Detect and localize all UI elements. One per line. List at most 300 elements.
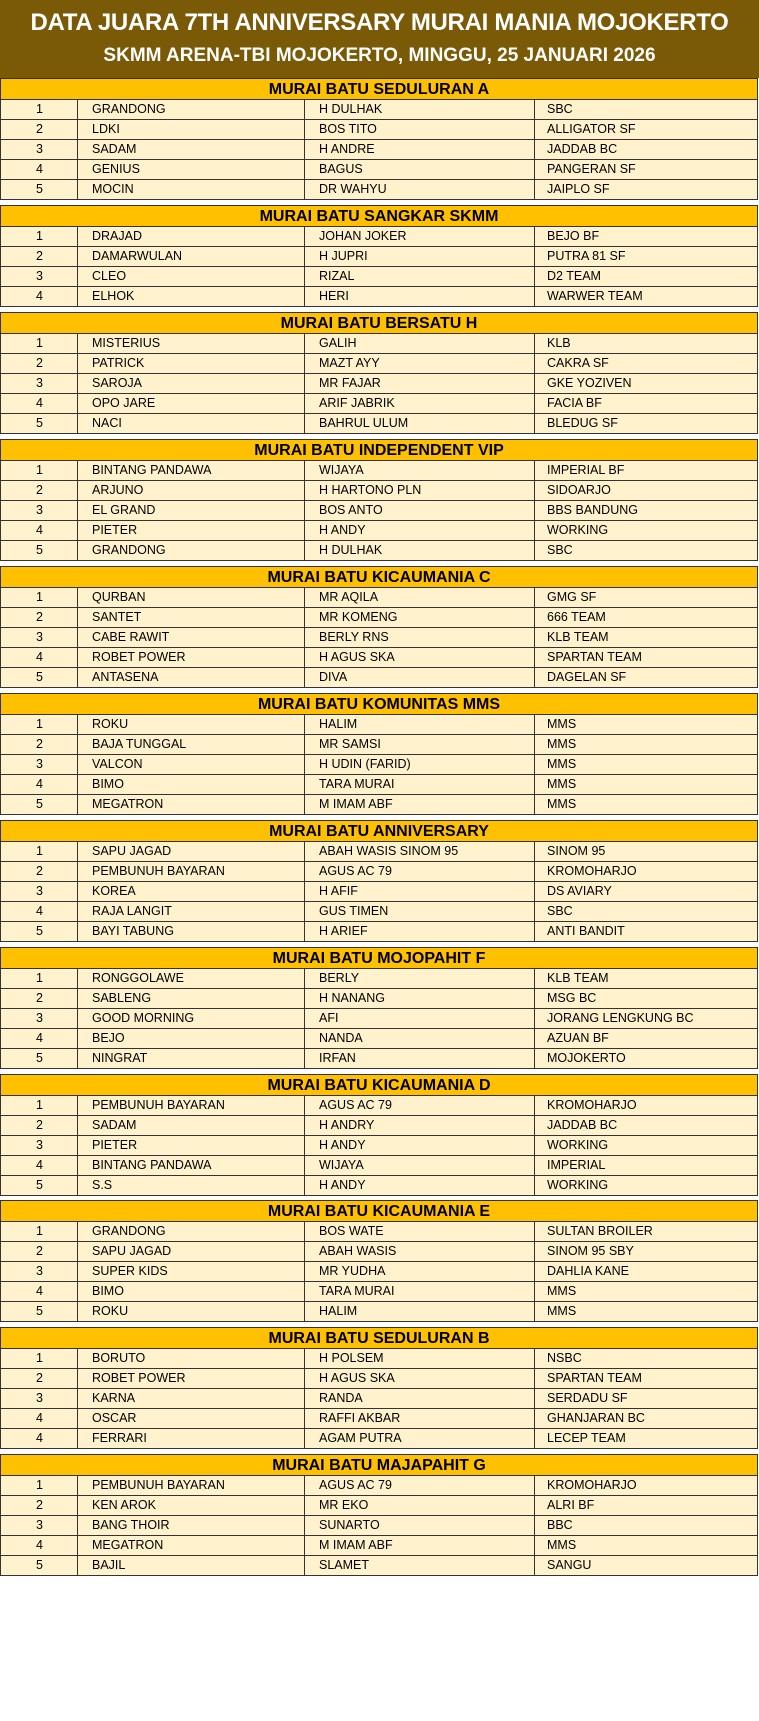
- team-name-cell: MMS: [535, 1282, 758, 1301]
- category-title: MURAI BATU KICAUMANIA E: [0, 1200, 758, 1222]
- table-row: [0, 989, 758, 1009]
- owner-name-cell: DR WAHYU: [305, 180, 535, 199]
- bird-name-cell: KEN AROK: [78, 1496, 305, 1515]
- team-name-cell: SIDOARJO: [535, 481, 758, 500]
- owner-name-cell: H UDIN (FARID): [305, 755, 535, 774]
- bird-name-cell: BIMO: [78, 775, 305, 794]
- rank-cell: 5: [1, 1556, 78, 1575]
- owner-name-cell: RIZAL: [305, 267, 535, 286]
- rank-cell: 5: [1, 668, 78, 687]
- table-row: [0, 1429, 758, 1449]
- table-row: [0, 1349, 758, 1369]
- bird-name-cell: SAPU JAGAD: [78, 1242, 305, 1261]
- rank-cell: 5: [1, 1302, 78, 1321]
- bird-name-cell: GRANDONG: [78, 541, 305, 560]
- owner-name-cell: DIVA: [305, 668, 535, 687]
- table-row: [0, 521, 758, 541]
- rank-cell: 1: [1, 842, 78, 861]
- owner-name-cell: H ANDY: [305, 1136, 535, 1155]
- bird-name-cell: NACI: [78, 414, 305, 433]
- bird-name-cell: PIETER: [78, 521, 305, 540]
- table-row: [0, 1409, 758, 1429]
- team-name-cell: AZUAN BF: [535, 1029, 758, 1048]
- table-row: [0, 588, 758, 608]
- team-name-cell: BLEDUG SF: [535, 414, 758, 433]
- owner-name-cell: JOHAN JOKER: [305, 227, 535, 246]
- table-row: [0, 1389, 758, 1409]
- table-row: [0, 541, 758, 561]
- table-row: [0, 247, 758, 267]
- team-name-cell: FACIA BF: [535, 394, 758, 413]
- rank-cell: 5: [1, 922, 78, 941]
- rank-cell: 1: [1, 1349, 78, 1368]
- table-row: [0, 668, 758, 688]
- table-row: [0, 755, 758, 775]
- team-name-cell: GMG SF: [535, 588, 758, 607]
- owner-name-cell: HERI: [305, 287, 535, 306]
- team-name-cell: SBC: [535, 100, 758, 119]
- owner-name-cell: AGUS AC 79: [305, 1096, 535, 1115]
- rank-cell: 3: [1, 140, 78, 159]
- bird-name-cell: CABE RAWIT: [78, 628, 305, 647]
- owner-name-cell: MR KOMENG: [305, 608, 535, 627]
- rank-cell: 4: [1, 160, 78, 179]
- table-row: [0, 1476, 758, 1496]
- team-name-cell: KROMOHARJO: [535, 1476, 758, 1495]
- owner-name-cell: AGUS AC 79: [305, 862, 535, 881]
- bird-name-cell: PATRICK: [78, 354, 305, 373]
- table-row: [0, 160, 758, 180]
- rank-cell: 4: [1, 648, 78, 667]
- team-name-cell: SBC: [535, 541, 758, 560]
- owner-name-cell: BOS ANTO: [305, 501, 535, 520]
- bird-name-cell: ROBET POWER: [78, 1369, 305, 1388]
- table-row: [0, 1096, 758, 1116]
- rank-cell: 3: [1, 501, 78, 520]
- category-table: [0, 312, 758, 434]
- category-table: [0, 820, 758, 942]
- table-row: [0, 100, 758, 120]
- owner-name-cell: GUS TIMEN: [305, 902, 535, 921]
- bird-name-cell: KOREA: [78, 882, 305, 901]
- rank-cell: 3: [1, 1389, 78, 1408]
- category-table: [0, 439, 758, 561]
- team-name-cell: SPARTAN TEAM: [535, 648, 758, 667]
- bird-name-cell: SAPU JAGAD: [78, 842, 305, 861]
- bird-name-cell: GOOD MORNING: [78, 1009, 305, 1028]
- rank-cell: 4: [1, 1029, 78, 1048]
- rank-cell: 2: [1, 481, 78, 500]
- owner-name-cell: IRFAN: [305, 1049, 535, 1068]
- team-name-cell: WARWER TEAM: [535, 287, 758, 306]
- bird-name-cell: PEMBUNUH BAYARAN: [78, 862, 305, 881]
- team-name-cell: DAGELAN SF: [535, 668, 758, 687]
- rank-cell: 2: [1, 247, 78, 266]
- table-row: [0, 1176, 758, 1196]
- rank-cell: 2: [1, 1116, 78, 1135]
- table-row: [0, 775, 758, 795]
- owner-name-cell: H AGUS SKA: [305, 1369, 535, 1388]
- category-table: [0, 78, 758, 200]
- owner-name-cell: H ANDY: [305, 521, 535, 540]
- team-name-cell: GKE YOZIVEN: [535, 374, 758, 393]
- bird-name-cell: GRANDONG: [78, 100, 305, 119]
- rank-cell: 1: [1, 715, 78, 734]
- bird-name-cell: NINGRAT: [78, 1049, 305, 1068]
- owner-name-cell: MAZT AYY: [305, 354, 535, 373]
- team-name-cell: KROMOHARJO: [535, 862, 758, 881]
- team-name-cell: WORKING: [535, 1136, 758, 1155]
- owner-name-cell: HALIM: [305, 1302, 535, 1321]
- owner-name-cell: BOS WATE: [305, 1222, 535, 1241]
- table-row: [0, 394, 758, 414]
- category-table: [0, 693, 758, 815]
- table-row: [0, 1049, 758, 1069]
- table-row: [0, 1242, 758, 1262]
- bird-name-cell: DRAJAD: [78, 227, 305, 246]
- table-row: [0, 501, 758, 521]
- team-name-cell: MOJOKERTO: [535, 1049, 758, 1068]
- bird-name-cell: GRANDONG: [78, 1222, 305, 1241]
- owner-name-cell: MR SAMSI: [305, 735, 535, 754]
- category-table: [0, 1454, 758, 1576]
- rank-cell: 4: [1, 1536, 78, 1555]
- bird-name-cell: DAMARWULAN: [78, 247, 305, 266]
- table-row: [0, 267, 758, 287]
- bird-name-cell: VALCON: [78, 755, 305, 774]
- rank-cell: 1: [1, 1222, 78, 1241]
- owner-name-cell: H DULHAK: [305, 541, 535, 560]
- owner-name-cell: H DULHAK: [305, 100, 535, 119]
- bird-name-cell: SUPER KIDS: [78, 1262, 305, 1281]
- rank-cell: 3: [1, 628, 78, 647]
- category-table: [0, 1200, 758, 1322]
- page-title: DATA JUARA 7TH ANNIVERSARY MURAI MANIA MOJOKERTO: [30, 9, 729, 36]
- category-title: MURAI BATU ANNIVERSARY: [0, 820, 758, 842]
- owner-name-cell: H ANDRE: [305, 140, 535, 159]
- team-name-cell: ANTI BANDIT: [535, 922, 758, 941]
- table-row: [0, 1556, 758, 1576]
- rank-cell: 4: [1, 1429, 78, 1448]
- table-row: [0, 287, 758, 307]
- team-name-cell: IMPERIAL BF: [535, 461, 758, 480]
- category-title: MURAI BATU INDEPENDENT VIP: [0, 439, 758, 461]
- table-row: [0, 1156, 758, 1176]
- rank-cell: 3: [1, 882, 78, 901]
- rank-cell: 2: [1, 1496, 78, 1515]
- bird-name-cell: QURBAN: [78, 588, 305, 607]
- table-row: [0, 1029, 758, 1049]
- page-header: [0, 0, 759, 78]
- table-row: [0, 922, 758, 942]
- table-row: [0, 715, 758, 735]
- table-row: [0, 608, 758, 628]
- rank-cell: 4: [1, 521, 78, 540]
- rank-cell: 1: [1, 1096, 78, 1115]
- rank-cell: 2: [1, 989, 78, 1008]
- owner-name-cell: BERLY: [305, 969, 535, 988]
- rank-cell: 3: [1, 267, 78, 286]
- bird-name-cell: PEMBUNUH BAYARAN: [78, 1476, 305, 1495]
- team-name-cell: PANGERAN SF: [535, 160, 758, 179]
- bird-name-cell: ROBET POWER: [78, 648, 305, 667]
- bird-name-cell: OPO JARE: [78, 394, 305, 413]
- team-name-cell: NSBC: [535, 1349, 758, 1368]
- rank-cell: 3: [1, 1009, 78, 1028]
- table-row: [0, 374, 758, 394]
- rank-cell: 2: [1, 862, 78, 881]
- category-title: MURAI BATU MAJAPAHIT G: [0, 1454, 758, 1476]
- table-row: [0, 882, 758, 902]
- owner-name-cell: H AGUS SKA: [305, 648, 535, 667]
- owner-name-cell: H ARIEF: [305, 922, 535, 941]
- category-title: MURAI BATU SANGKAR SKMM: [0, 205, 758, 227]
- bird-name-cell: ROKU: [78, 1302, 305, 1321]
- bird-name-cell: BAJIL: [78, 1556, 305, 1575]
- rank-cell: 2: [1, 735, 78, 754]
- owner-name-cell: TARA MURAI: [305, 775, 535, 794]
- owner-name-cell: H POLSEM: [305, 1349, 535, 1368]
- table-row: [0, 735, 758, 755]
- team-name-cell: LECEP TEAM: [535, 1429, 758, 1448]
- team-name-cell: D2 TEAM: [535, 267, 758, 286]
- bird-name-cell: ANTASENA: [78, 668, 305, 687]
- category-table: [0, 947, 758, 1069]
- table-row: [0, 414, 758, 434]
- table-row: [0, 180, 758, 200]
- table-row: [0, 969, 758, 989]
- table-row: [0, 1282, 758, 1302]
- team-name-cell: BBS BANDUNG: [535, 501, 758, 520]
- table-row: [0, 1536, 758, 1556]
- rank-cell: 1: [1, 100, 78, 119]
- owner-name-cell: M IMAM ABF: [305, 795, 535, 814]
- owner-name-cell: H JUPRI: [305, 247, 535, 266]
- team-name-cell: SPARTAN TEAM: [535, 1369, 758, 1388]
- team-name-cell: SULTAN BROILER: [535, 1222, 758, 1241]
- table-row: [0, 227, 758, 247]
- owner-name-cell: M IMAM ABF: [305, 1536, 535, 1555]
- bird-name-cell: ELHOK: [78, 287, 305, 306]
- team-name-cell: DAHLIA KANE: [535, 1262, 758, 1281]
- team-name-cell: ALRI BF: [535, 1496, 758, 1515]
- rank-cell: 4: [1, 1409, 78, 1428]
- bird-name-cell: SABLENG: [78, 989, 305, 1008]
- owner-name-cell: HALIM: [305, 715, 535, 734]
- team-name-cell: 666 TEAM: [535, 608, 758, 627]
- owner-name-cell: SUNARTO: [305, 1516, 535, 1535]
- owner-name-cell: WIJAYA: [305, 1156, 535, 1175]
- team-name-cell: BBC: [535, 1516, 758, 1535]
- rank-cell: 2: [1, 354, 78, 373]
- rank-cell: 4: [1, 1282, 78, 1301]
- team-name-cell: SERDADU SF: [535, 1389, 758, 1408]
- team-name-cell: KLB TEAM: [535, 969, 758, 988]
- rank-cell: 4: [1, 287, 78, 306]
- category-title: MURAI BATU KICAUMANIA C: [0, 566, 758, 588]
- team-name-cell: JADDAB BC: [535, 140, 758, 159]
- category-title: MURAI BATU KICAUMANIA D: [0, 1074, 758, 1096]
- table-row: [0, 902, 758, 922]
- bird-name-cell: RONGGOLAWE: [78, 969, 305, 988]
- bird-name-cell: S.S: [78, 1176, 305, 1195]
- bird-name-cell: RAJA LANGIT: [78, 902, 305, 921]
- owner-name-cell: H NANANG: [305, 989, 535, 1008]
- bird-name-cell: BINTANG PANDAWA: [78, 1156, 305, 1175]
- owner-name-cell: ARIF JABRIK: [305, 394, 535, 413]
- team-name-cell: MMS: [535, 715, 758, 734]
- rank-cell: 4: [1, 1156, 78, 1175]
- rank-cell: 4: [1, 394, 78, 413]
- rank-cell: 4: [1, 775, 78, 794]
- team-name-cell: CAKRA SF: [535, 354, 758, 373]
- table-row: [0, 1516, 758, 1536]
- owner-name-cell: TARA MURAI: [305, 1282, 535, 1301]
- table-row: [0, 461, 758, 481]
- category-table: [0, 1074, 758, 1196]
- bird-name-cell: PIETER: [78, 1136, 305, 1155]
- bird-name-cell: LDKI: [78, 120, 305, 139]
- category-table: [0, 566, 758, 688]
- table-row: [0, 140, 758, 160]
- team-name-cell: JORANG LENGKUNG BC: [535, 1009, 758, 1028]
- rank-cell: 5: [1, 541, 78, 560]
- rank-cell: 3: [1, 1262, 78, 1281]
- owner-name-cell: MR EKO: [305, 1496, 535, 1515]
- team-name-cell: SBC: [535, 902, 758, 921]
- rank-cell: 1: [1, 227, 78, 246]
- team-name-cell: JAIPLO SF: [535, 180, 758, 199]
- bird-name-cell: PEMBUNUH BAYARAN: [78, 1096, 305, 1115]
- owner-name-cell: ABAH WASIS: [305, 1242, 535, 1261]
- owner-name-cell: BOS TITO: [305, 120, 535, 139]
- bird-name-cell: BINTANG PANDAWA: [78, 461, 305, 480]
- rank-cell: 2: [1, 1242, 78, 1261]
- table-row: [0, 1369, 758, 1389]
- category-title: MURAI BATU SEDULURAN B: [0, 1327, 758, 1349]
- team-name-cell: MMS: [535, 1536, 758, 1555]
- bird-name-cell: MISTERIUS: [78, 334, 305, 353]
- team-name-cell: JADDAB BC: [535, 1116, 758, 1135]
- team-name-cell: SINOM 95: [535, 842, 758, 861]
- team-name-cell: MMS: [535, 795, 758, 814]
- table-row: [0, 334, 758, 354]
- team-name-cell: WORKING: [535, 1176, 758, 1195]
- table-row: [0, 1222, 758, 1242]
- category-title: MURAI BATU MOJOPAHIT F: [0, 947, 758, 969]
- team-name-cell: MMS: [535, 775, 758, 794]
- rank-cell: 4: [1, 902, 78, 921]
- table-row: [0, 1302, 758, 1322]
- bird-name-cell: BAYI TABUNG: [78, 922, 305, 941]
- table-row: [0, 354, 758, 374]
- bird-name-cell: SAROJA: [78, 374, 305, 393]
- bird-name-cell: BORUTO: [78, 1349, 305, 1368]
- team-name-cell: MSG BC: [535, 989, 758, 1008]
- rank-cell: 5: [1, 180, 78, 199]
- table-row: [0, 842, 758, 862]
- table-row: [0, 1496, 758, 1516]
- team-name-cell: PUTRA 81 SF: [535, 247, 758, 266]
- rank-cell: 3: [1, 755, 78, 774]
- rank-cell: 5: [1, 795, 78, 814]
- bird-name-cell: CLEO: [78, 267, 305, 286]
- owner-name-cell: H ANDY: [305, 1176, 535, 1195]
- category-title: MURAI BATU KOMUNITAS MMS: [0, 693, 758, 715]
- team-name-cell: DS AVIARY: [535, 882, 758, 901]
- team-name-cell: MMS: [535, 735, 758, 754]
- rank-cell: 1: [1, 588, 78, 607]
- owner-name-cell: H AFIF: [305, 882, 535, 901]
- owner-name-cell: AGUS AC 79: [305, 1476, 535, 1495]
- team-name-cell: GHANJARAN BC: [535, 1409, 758, 1428]
- owner-name-cell: NANDA: [305, 1029, 535, 1048]
- category-title: MURAI BATU BERSATU H: [0, 312, 758, 334]
- table-row: [0, 481, 758, 501]
- table-row: [0, 628, 758, 648]
- team-name-cell: KLB: [535, 334, 758, 353]
- page-subtitle: SKMM ARENA-TBI MOJOKERTO, MINGGU, 25 JANUARI 2026: [103, 45, 656, 66]
- rank-cell: 2: [1, 608, 78, 627]
- bird-name-cell: SANTET: [78, 608, 305, 627]
- owner-name-cell: MR FAJAR: [305, 374, 535, 393]
- team-name-cell: MMS: [535, 1302, 758, 1321]
- category-title: MURAI BATU SEDULURAN A: [0, 78, 758, 100]
- bird-name-cell: KARNA: [78, 1389, 305, 1408]
- bird-name-cell: MOCIN: [78, 180, 305, 199]
- rank-cell: 1: [1, 1476, 78, 1495]
- bird-name-cell: ARJUNO: [78, 481, 305, 500]
- owner-name-cell: H ANDRY: [305, 1116, 535, 1135]
- owner-name-cell: AFI: [305, 1009, 535, 1028]
- table-row: [0, 1009, 758, 1029]
- bird-name-cell: BIMO: [78, 1282, 305, 1301]
- owner-name-cell: MR AQILA: [305, 588, 535, 607]
- owner-name-cell: WIJAYA: [305, 461, 535, 480]
- rank-cell: 5: [1, 1176, 78, 1195]
- table-row: [0, 648, 758, 668]
- owner-name-cell: MR YUDHA: [305, 1262, 535, 1281]
- rank-cell: 3: [1, 1136, 78, 1155]
- table-row: [0, 795, 758, 815]
- owner-name-cell: ABAH WASIS SINOM 95: [305, 842, 535, 861]
- category-table: [0, 205, 758, 307]
- table-row: [0, 862, 758, 882]
- rank-cell: 1: [1, 461, 78, 480]
- table-row: [0, 1262, 758, 1282]
- rank-cell: 2: [1, 120, 78, 139]
- owner-name-cell: GALIH: [305, 334, 535, 353]
- bird-name-cell: FERRARI: [78, 1429, 305, 1448]
- team-name-cell: WORKING: [535, 521, 758, 540]
- team-name-cell: ALLIGATOR SF: [535, 120, 758, 139]
- bird-name-cell: MEGATRON: [78, 1536, 305, 1555]
- team-name-cell: IMPERIAL: [535, 1156, 758, 1175]
- bird-name-cell: BAJA TUNGGAL: [78, 735, 305, 754]
- rank-cell: 5: [1, 414, 78, 433]
- team-name-cell: KROMOHARJO: [535, 1096, 758, 1115]
- owner-name-cell: H HARTONO PLN: [305, 481, 535, 500]
- bird-name-cell: SADAM: [78, 1116, 305, 1135]
- rank-cell: 1: [1, 969, 78, 988]
- team-name-cell: BEJO BF: [535, 227, 758, 246]
- bird-name-cell: EL GRAND: [78, 501, 305, 520]
- team-name-cell: SINOM 95 SBY: [535, 1242, 758, 1261]
- bird-name-cell: SADAM: [78, 140, 305, 159]
- table-row: [0, 1136, 758, 1156]
- bird-name-cell: ROKU: [78, 715, 305, 734]
- rank-cell: 3: [1, 1516, 78, 1535]
